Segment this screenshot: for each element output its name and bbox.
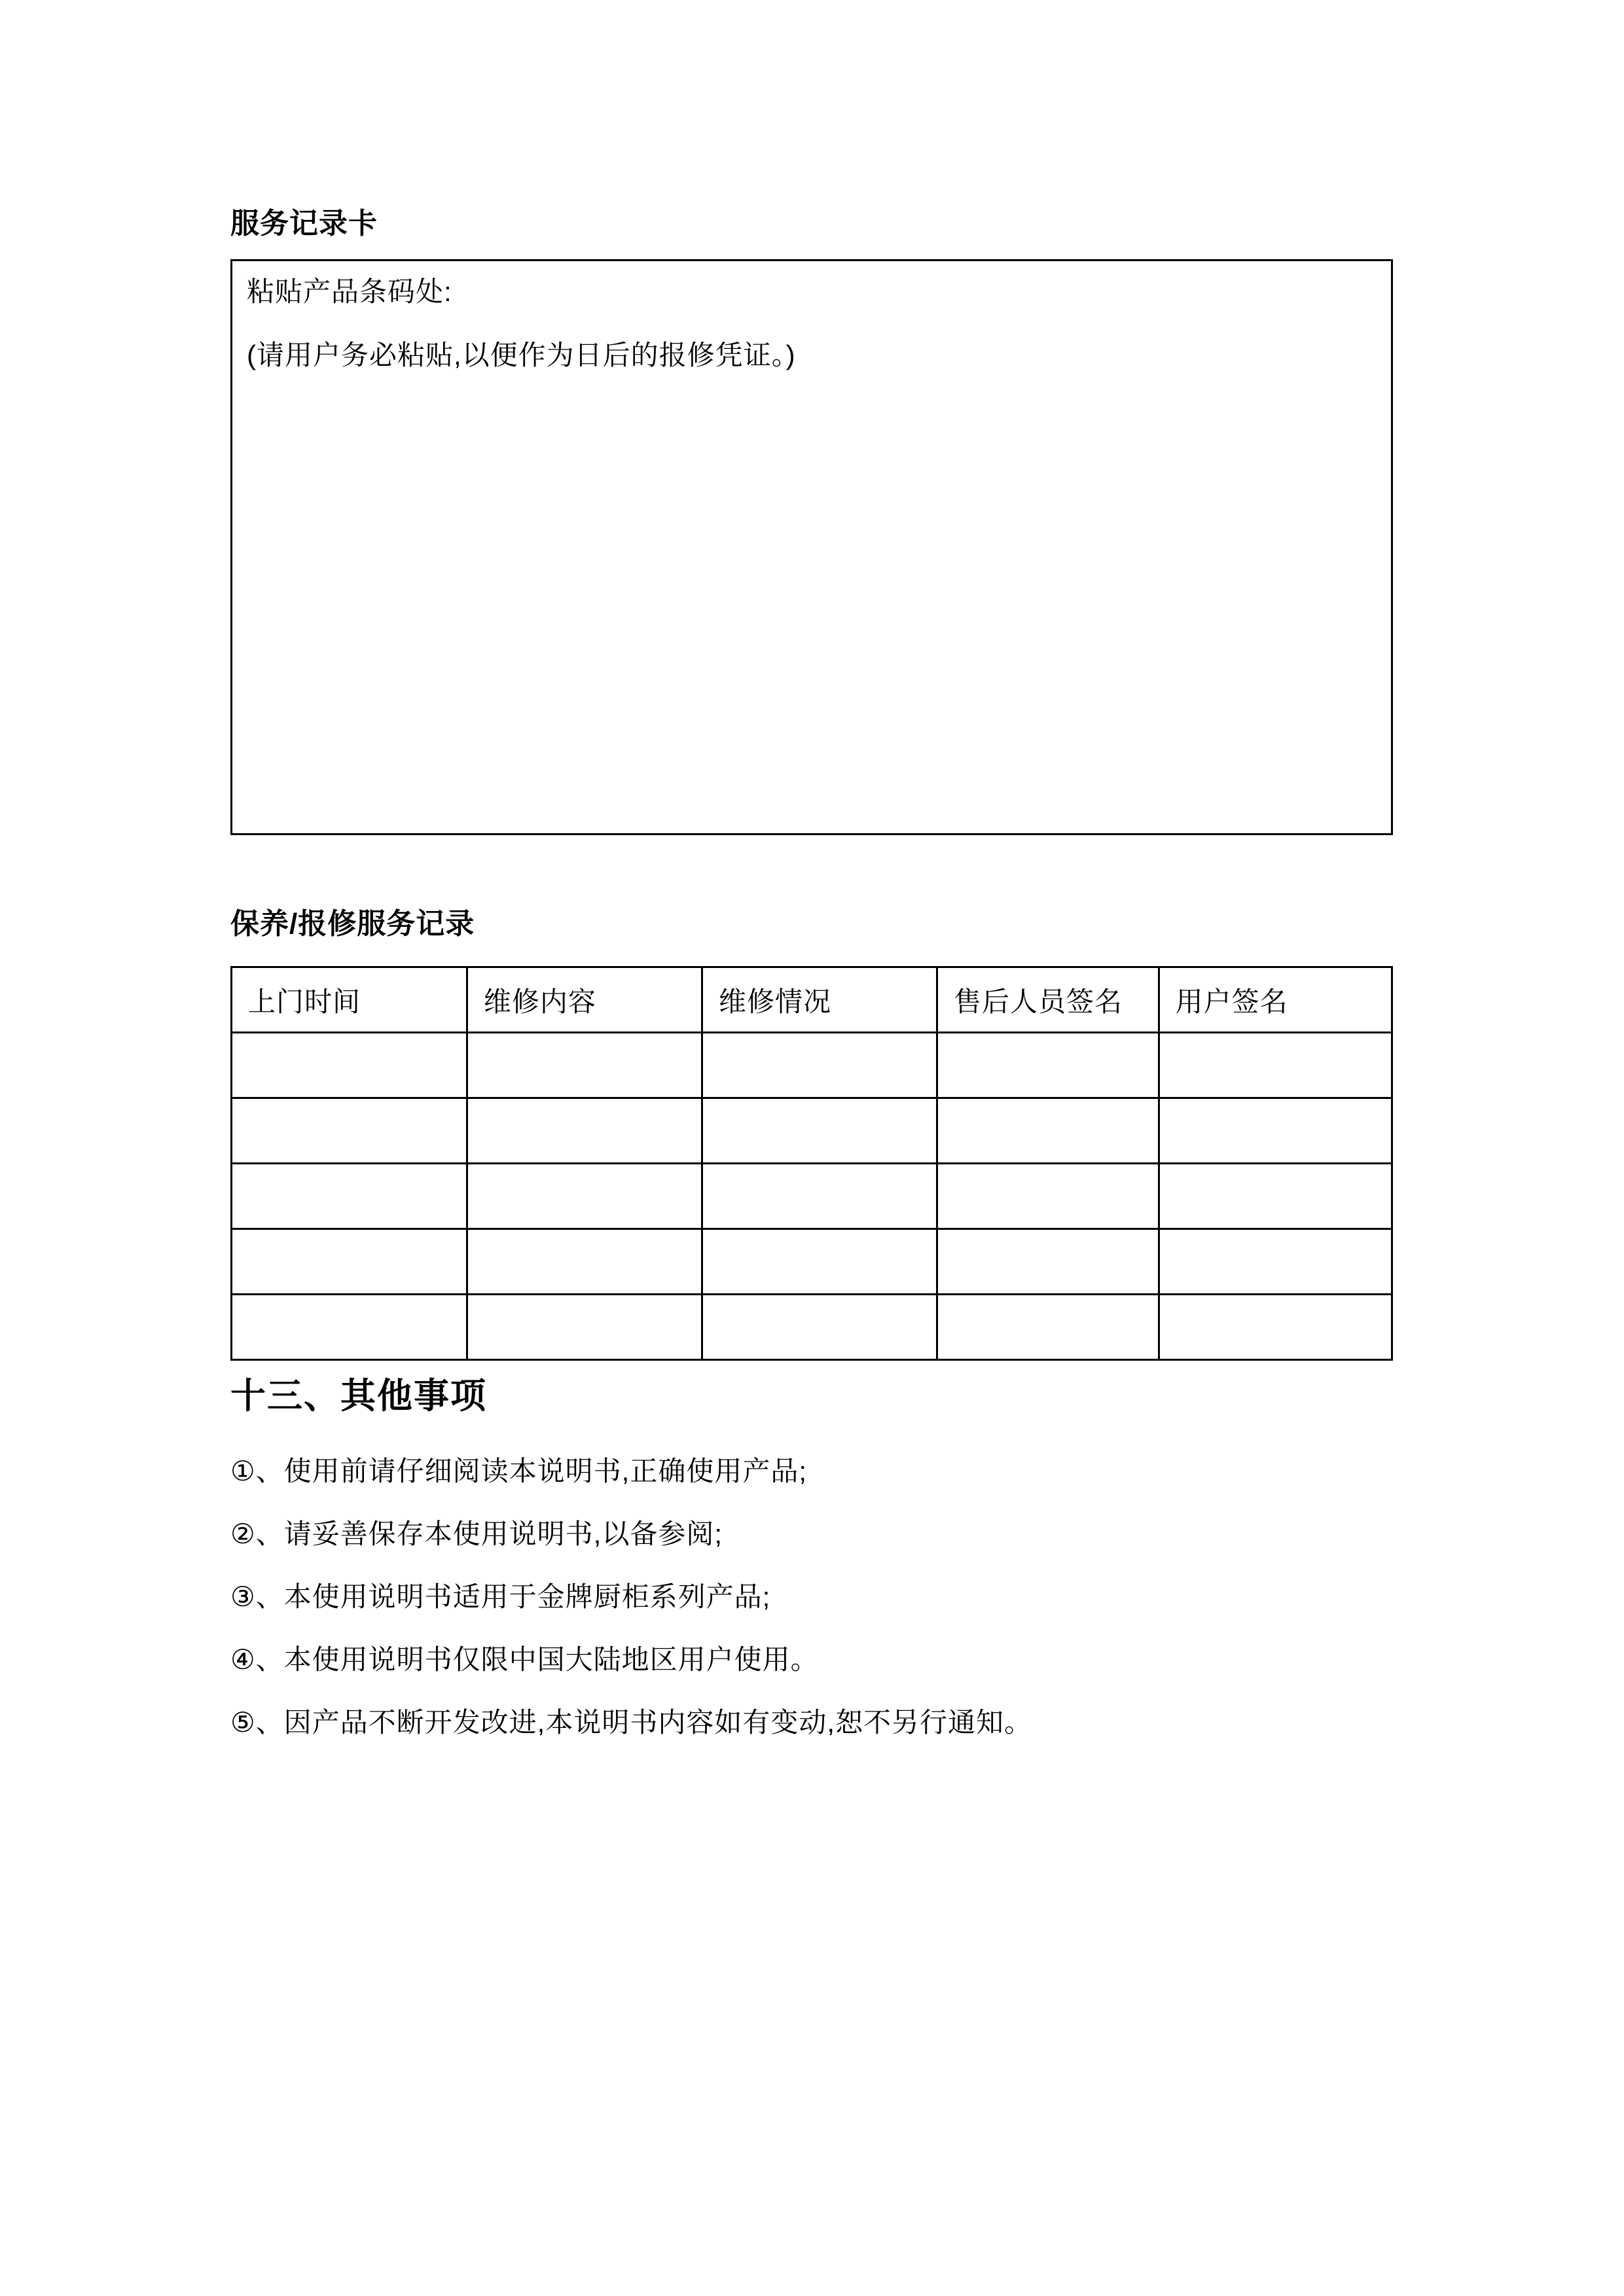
table-cell [232, 1295, 467, 1360]
column-header-repair-status: 维修情况 [702, 967, 937, 1033]
table-header-row [232, 967, 1392, 1033]
table-cell [937, 1033, 1159, 1098]
note-item-3: ③、本使用说明书适用于金牌厨柜系列产品; [230, 1581, 771, 1612]
table-row [232, 1295, 1392, 1360]
note-item-5: ⑤、因产品不断开发改进,本说明书内容如有变动,恕不另行通知。 [230, 1707, 1032, 1738]
barcode-box-instruction-1: 粘贴产品条码处: [247, 276, 452, 307]
table-cell [467, 1164, 702, 1229]
table-cell [702, 1098, 937, 1164]
note-item-4: ④、本使用说明书仅限中国大陆地区用户使用。 [230, 1644, 819, 1675]
maintenance-record-title: 保养/报修服务记录 [230, 908, 475, 940]
table-row [232, 1164, 1392, 1229]
table-body [232, 1033, 1392, 1360]
note-item-1: ①、使用前请仔细阅读本说明书,正确使用产品; [230, 1456, 807, 1486]
service-card-title: 服务记录卡 [230, 207, 378, 240]
other-matters-title: 十三、其他事项 [230, 1376, 487, 1416]
page-content [230, 207, 1393, 1739]
table-cell [232, 1229, 467, 1295]
table-cell [232, 1098, 467, 1164]
barcode-sticker-box [230, 259, 1393, 835]
table-cell [467, 1098, 702, 1164]
column-header-repair-content: 维修内容 [467, 967, 702, 1033]
notes-list [230, 1455, 1393, 1739]
table-cell [467, 1295, 702, 1360]
table-cell [232, 1033, 467, 1098]
column-header-visit-time: 上门时间 [232, 967, 467, 1033]
column-header-service-staff-signature: 售后人员签名 [937, 967, 1159, 1033]
table-cell [937, 1229, 1159, 1295]
table-row [232, 1229, 1392, 1295]
column-header-user-signature: 用户签名 [1159, 967, 1392, 1033]
barcode-box-instruction-2: (请用户务必粘贴,以便作为日后的报修凭证。) [247, 340, 796, 370]
table-cell [1159, 1098, 1392, 1164]
table-cell [1159, 1295, 1392, 1360]
table-cell [937, 1098, 1159, 1164]
table-cell [467, 1229, 702, 1295]
table-row [232, 1098, 1392, 1164]
note-item-2: ②、请妥善保存本使用说明书,以备参阅; [230, 1518, 723, 1549]
table-cell [1159, 1229, 1392, 1295]
table-cell [1159, 1033, 1392, 1098]
table-cell [937, 1164, 1159, 1229]
table-cell [1159, 1164, 1392, 1229]
table-cell [467, 1033, 702, 1098]
table-cell [702, 1229, 937, 1295]
table-cell [702, 1295, 937, 1360]
table-row [232, 1033, 1392, 1098]
table-cell [232, 1164, 467, 1229]
table-cell [937, 1295, 1159, 1360]
table-cell [702, 1164, 937, 1229]
service-record-table [230, 966, 1393, 1361]
table-cell [702, 1033, 937, 1098]
